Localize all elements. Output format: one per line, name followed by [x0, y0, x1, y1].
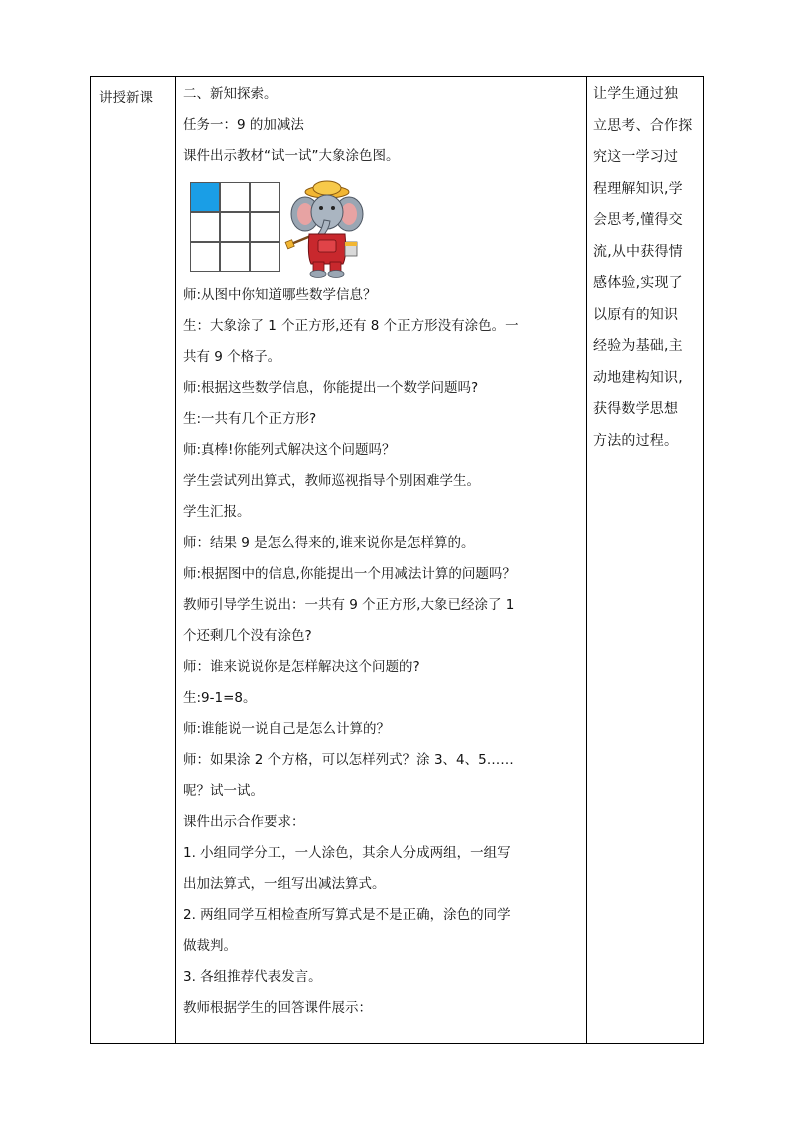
- note-line: 方法的过程。: [593, 432, 679, 449]
- content-line: 3. 各组推荐代表发言。: [183, 969, 322, 985]
- content-line: 师：如果涂 2 个方格，可以怎样列式？涂 3、4、5……: [183, 752, 514, 768]
- content-line: 师:真棒!你能列式解决这个问题吗？: [183, 442, 396, 458]
- grid-square: [250, 182, 280, 212]
- grid-square: [220, 182, 250, 212]
- elephant-painter-icon: [283, 178, 371, 278]
- note-line: 以原有的知识: [593, 306, 679, 323]
- content-line: 师：谁来说说你是怎样解决这个问题的?: [183, 659, 420, 675]
- content-line: 学生尝试列出算式，教师巡视指导个别困难学生。: [183, 473, 480, 489]
- content-top: [183, 79, 579, 172]
- content-line: 二、新知探索。: [183, 86, 278, 102]
- grid-square: [190, 212, 220, 242]
- content-line: 课件出示合作要求：: [183, 814, 305, 830]
- grid-square: [220, 212, 250, 242]
- content-line: 教师引导学生说出：一共有 9 个正方形,大象已经涂了 1: [183, 597, 515, 613]
- content-line: 师:谁能说一说自己是怎么计算的？: [183, 721, 391, 737]
- note-line: 流,从中获得情: [593, 243, 683, 260]
- note-line: 获得数学思想: [593, 401, 679, 417]
- note-line: 会思考,懂得交: [593, 212, 683, 228]
- grid-square-colored: [190, 182, 220, 212]
- content-line: 课件出示教材“试一试”大象涂色图。: [183, 148, 400, 164]
- content-line: 2. 两组同学互相检查所写算式是不是正确，涂色的同学: [183, 907, 511, 923]
- content-line: 个还剩几个没有涂色?: [183, 628, 312, 644]
- content-cell: [175, 77, 586, 1043]
- lesson-table: [90, 76, 704, 1044]
- note-line: 感体验,实现了: [593, 275, 683, 291]
- elephant-coloring-figure: [183, 174, 579, 280]
- content-line: 共有 9 个格子。: [183, 349, 282, 365]
- note-line: 动地建构知识,: [593, 369, 683, 386]
- content-line: 生:一共有几个正方形?: [183, 411, 317, 427]
- content-line: 师:从图中你知道哪些数学信息？: [183, 287, 377, 303]
- notes-cell: [586, 77, 705, 1043]
- content-bottom: [183, 280, 579, 1024]
- note-line: 经验为基础,主: [593, 338, 683, 354]
- coloring-grid: [190, 182, 281, 273]
- content-line: 任务一：9 的加减法: [183, 117, 304, 133]
- row-header: 讲授新课: [99, 90, 153, 106]
- content-line: 生：大象涂了 1 个正方形,还有 8 个正方形没有涂色。一: [183, 318, 519, 334]
- grid-square: [190, 242, 220, 272]
- content-line: 出加法算式，一组写出减法算式。: [183, 876, 386, 892]
- content-line: 生:9-1=8。: [183, 690, 257, 706]
- content-line: 师:根据这些数学信息，你能提出一个数学问题吗?: [183, 380, 479, 396]
- grid-square: [250, 212, 280, 242]
- content-line: 学生汇报。: [183, 504, 251, 520]
- note-line: 让学生通过独: [593, 86, 679, 102]
- content-line: 呢？试一试。: [183, 783, 264, 799]
- content-line: 做裁判。: [183, 938, 237, 954]
- content-line: 教师根据学生的回答课件展示：: [183, 1000, 372, 1016]
- row-header-cell: [91, 77, 175, 1043]
- note-line: 立思考、合作探: [593, 117, 693, 134]
- content-line: 1. 小组同学分工，一人涂色，其余人分成两组，一组写: [183, 845, 511, 861]
- content-line: 师:根据图中的信息,你能提出一个用减法计算的问题吗？: [183, 566, 516, 582]
- note-line: 程理解知识,学: [593, 180, 683, 197]
- note-line: 究这一学习过: [593, 149, 679, 165]
- grid-square: [220, 242, 250, 272]
- content-line: 师：结果 9 是怎么得来的,谁来说你是怎样算的。: [183, 535, 475, 551]
- grid-square: [250, 242, 280, 272]
